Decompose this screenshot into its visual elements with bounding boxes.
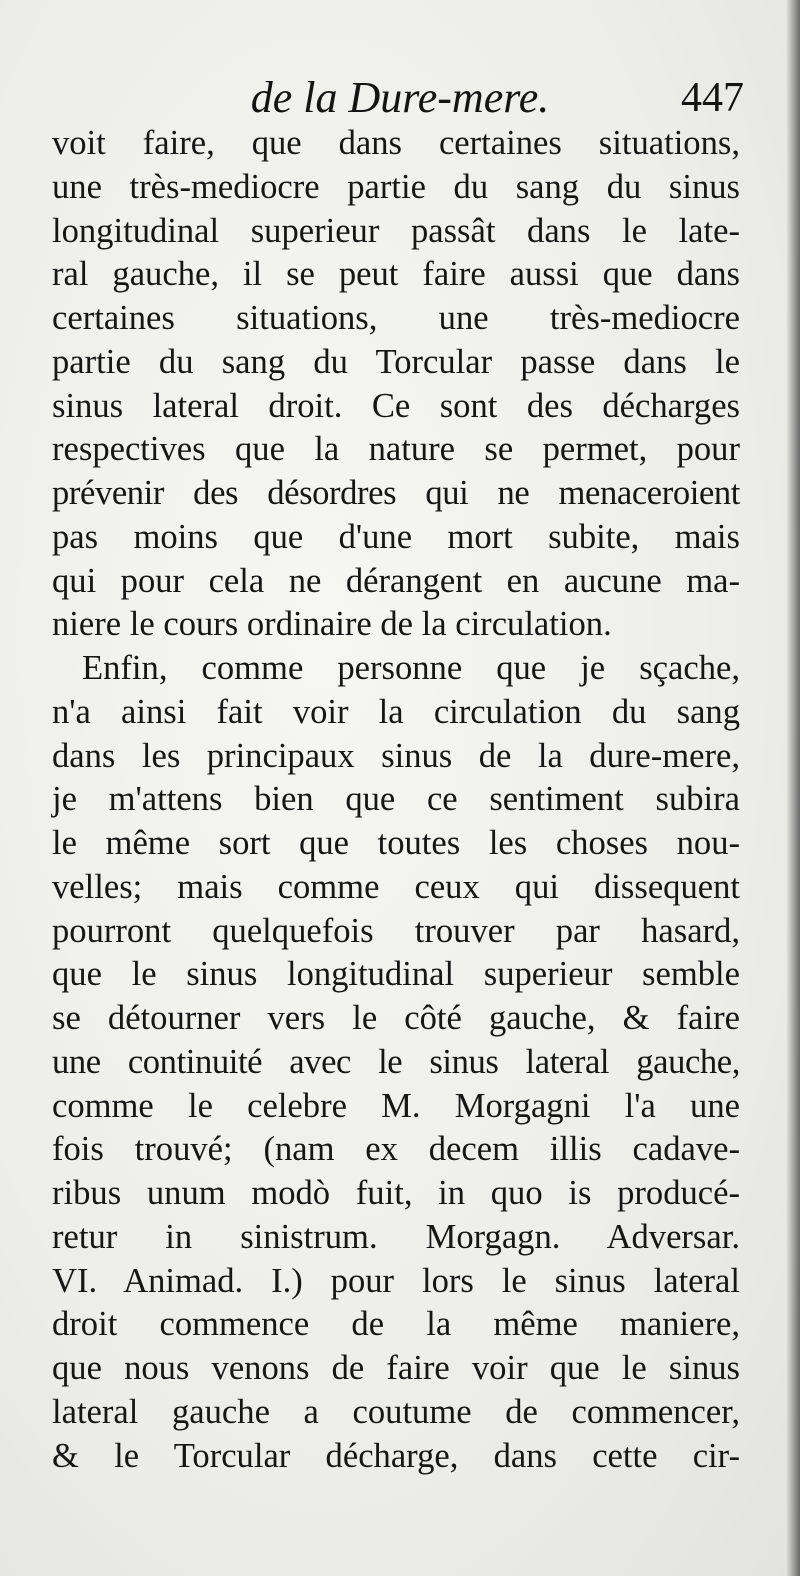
text-line: droit commence de la même maniere, — [52, 1305, 740, 1344]
text-line: dans les principaux sinus de la dure-mere, — [52, 736, 740, 775]
text-line: partie du sang du Torcular passe dans le — [52, 342, 740, 381]
text-line: & le Torcular décharge, dans cette cir- — [52, 1436, 740, 1475]
page-header — [0, 66, 800, 130]
text-line: comme le celebre M. Morgagni l'a une — [52, 1086, 740, 1125]
text-line: n'a ainsi fait voir la circulation du sang — [52, 692, 740, 731]
text-line: qui pour cela ne dérangent en aucune ma- — [52, 561, 740, 600]
text-line: se détourner vers le côté gauche, & faire — [52, 999, 740, 1037]
text-line: une continuité avec le sinus lateral gauche, — [52, 1042, 740, 1081]
body-text — [52, 122, 740, 1478]
running-title: de la Dure-mere. — [250, 73, 550, 122]
text-line: VI. Animad. I.) pour lors le sinus lateral — [52, 1261, 740, 1300]
text-line: velles; mais comme ceux qui dissequent — [52, 867, 740, 906]
text-line: ral gauche, il se peut faire aussi que dans — [52, 255, 740, 294]
text-line: voit faire, que dans certaines situations, — [52, 124, 740, 162]
paragraph-start-line: Enfin, comme personne que je sçache, — [82, 649, 740, 687]
text-line: que nous venons de faire voir que le sinus — [52, 1349, 740, 1387]
text-line: respectives que la nature se permet, pour — [52, 430, 740, 469]
text-line: certaines situations, une très-mediocre — [52, 299, 740, 337]
page-number: 447 — [681, 75, 744, 121]
text-line: pourront quelquefois trouver par hasard, — [52, 911, 740, 950]
text-line: que le sinus longitudinal superieur semble — [52, 955, 740, 994]
text-line: je m'attens bien que ce sentiment subira — [52, 780, 740, 819]
text-line: prévenir des désordres qui ne menaceroient — [52, 474, 740, 512]
text-line: retur in sinistrum. Morgagn. Adversar. — [52, 1217, 740, 1256]
page-edge-shadow — [786, 0, 800, 1576]
text-line: longitudinal superieur passât dans le late- — [52, 211, 740, 250]
text-line: une très-mediocre partie du sang du sinus — [52, 167, 740, 206]
paragraph-end-line: niere le cours ordinaire de la circulation. — [52, 605, 612, 644]
text-line: pas moins que d'une mort subite, mais — [52, 517, 740, 556]
text-line: lateral gauche a coutume de commencer, — [52, 1392, 740, 1431]
text-line: ribus unum modò fuit, in quo is producé- — [52, 1174, 740, 1212]
text-line: le même sort que toutes les choses nou- — [52, 824, 740, 862]
text-line: fois trouvé; (nam ex decem illis cadave- — [52, 1130, 740, 1169]
text-line: sinus lateral droit. Ce sont des décharges — [52, 386, 740, 425]
